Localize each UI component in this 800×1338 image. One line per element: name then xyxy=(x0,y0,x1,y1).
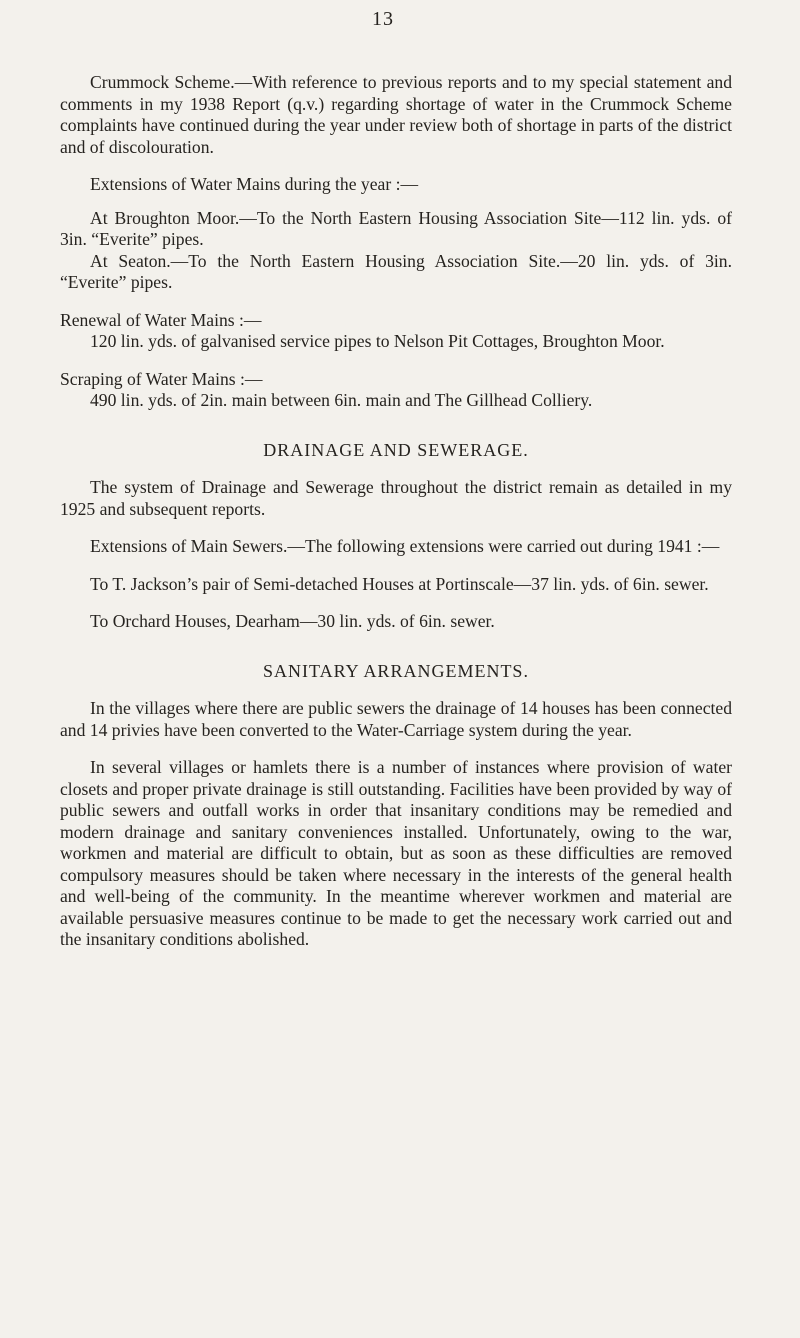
sanitary-paragraph-2: In several villages or hamlets there is a number of instances where provision of water closets and proper private drainage is still outstanding. Facilities have been provided by way of public sewers and outfall works in order that insanitary conditions may be remedied and modern drainage and sanitary conveniences installed. Unfortunately, owing to the war, workmen and material are difficult to obtain, but as soon as these difficulties are removed compulsory measures should be taken where necessary in the interests of the general health and well-being of the community. In the meantime wherever workmen and material are available persuasive measures continue to be made to get the necessary work carried out and the insanitary conditions abolished. xyxy=(60,757,732,949)
sewer-extension-item: To T. Jackson’s pair of Semi-detached Houses at Portinscale—37 lin. yds. of 6in. sewer. xyxy=(90,573,709,594)
renewal-heading: Renewal of Water Mains :— xyxy=(60,309,262,330)
crummock-paragraph xyxy=(60,72,732,158)
scraping-heading: Scraping of Water Mains :— xyxy=(60,368,263,389)
sewer-extensions-paragraph: Extensions of Main Sewers.—The following extensions were carried out during 1941 :— xyxy=(90,536,720,556)
page-body xyxy=(60,72,732,951)
drainage-heading: DRAINAGE AND SEWERAGE. xyxy=(263,439,529,460)
renewal-text: 120 lin. yds. of galvanised service pipes to Nelson Pit Cottages, Broughton Moor. xyxy=(90,331,665,351)
water-extension-item: At Broughton Moor.—To the North Eastern Housing Association Site—112 lin. yds. of 3in. “Everite” pipes. xyxy=(60,207,732,249)
page-number: 13 xyxy=(372,8,394,30)
crummock-lead: Crummock Scheme.— xyxy=(90,72,253,92)
sewer-extension-item: To Orchard Houses, Dearham—30 lin. yds. of 6in. sewer. xyxy=(90,611,495,631)
scraping-text: 490 lin. yds. of 2in. main between 6in. main and The Gillhead Colliery. xyxy=(90,390,593,410)
water-extension-item: At Seaton.—To the North Eastern Housing Association Site.—20 lin. yds. of 3in. “Everite” pipes. xyxy=(60,250,732,292)
crummock-text: With reference to previous reports and to my special statement and comments in my 1938 Report (q.v.) regarding shortage of water in the Crummock Scheme complaints have continued during the year under review both of shortage in parts of the district and of discolouration. xyxy=(60,72,732,157)
water-extensions-heading: Extensions of Water Mains during the year :— xyxy=(90,174,419,194)
drainage-intro: The system of Drainage and Sewerage throughout the district remain as detailed in my 1925 and subsequent reports. xyxy=(60,477,732,519)
sanitary-paragraph-1: In the villages where there are public sewers the drainage of 14 houses has been connected and 14 privies have been converted to the Water-Carriage system during the year. xyxy=(60,698,732,740)
sanitary-heading: SANITARY ARRANGEMENTS. xyxy=(263,660,529,681)
